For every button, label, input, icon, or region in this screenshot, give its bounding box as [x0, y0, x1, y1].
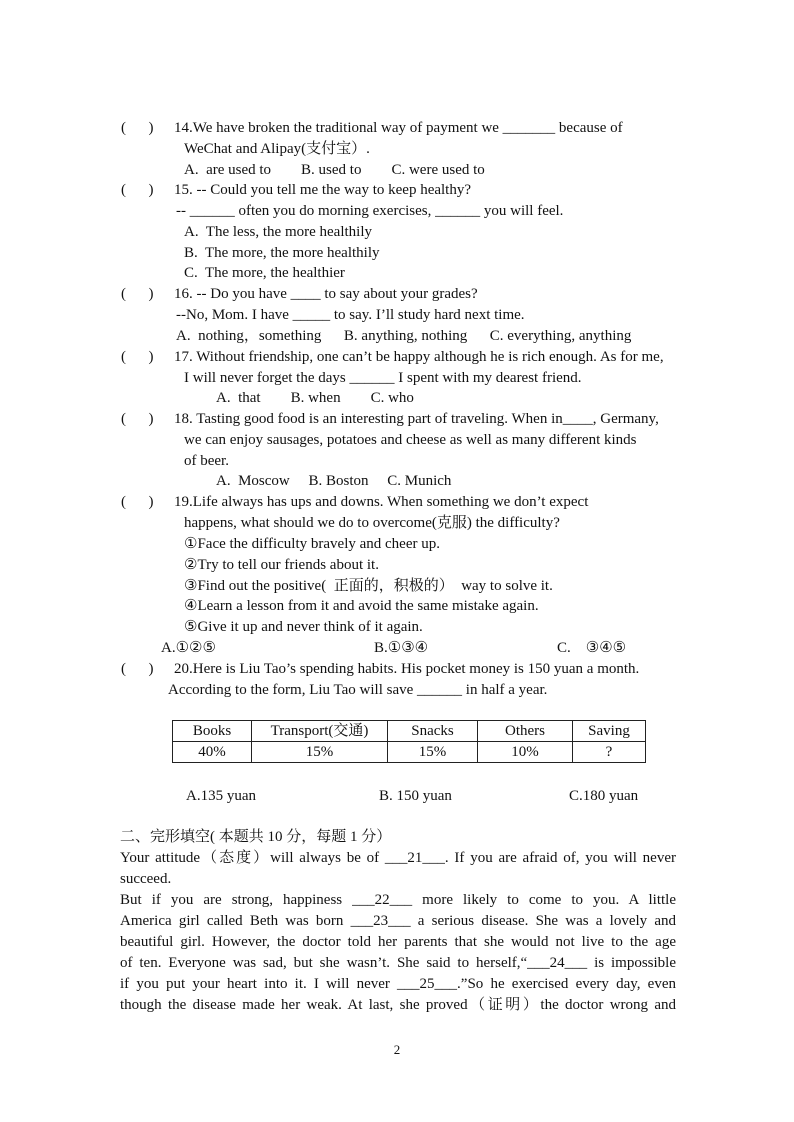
q15-stem-line1: 15. -- Could you tell me the way to keep healthy? [174, 182, 472, 198]
table-cell: 10% [478, 742, 573, 763]
q20-stem-line2: According to the form, Liu Tao will save ______ in half a year. [168, 682, 548, 698]
q19-item-2: ②Try to tell our friends about it. [184, 557, 379, 573]
q19-option-c: C. ③④⑤ [557, 640, 627, 656]
q15-option-c: C. The more, the healthier [184, 265, 345, 281]
q15-stem-line2: -- ______ often you do morning exercises, ______ you will feel. [176, 203, 564, 219]
q17-options: A. that B. when C. who [216, 390, 414, 406]
q14-options: A. are used to B. used to C. were used to [184, 162, 485, 178]
q16-bracket: ( ) [121, 286, 154, 302]
q16-options: A. nothing，something B. anything, nothing C. everything, anything [176, 328, 632, 344]
q17-bracket: ( ) [121, 349, 154, 365]
passage-line-1: Your attitude（态度）will always be of ___21___. If you are afraid of, you will never [120, 850, 676, 866]
passage-line-4: America girl called Beth was born ___23___ a serious disease. She was a lovely and [120, 913, 676, 929]
table-header-cell: Snacks [388, 721, 478, 742]
q19-stem-line2: happens, what should we do to overcome(克服) the difficulty? [184, 515, 560, 531]
passage-line-7: if you put your heart into it. I will never ___25___.”So he exercised every day, even [120, 976, 676, 992]
q16-stem-line2: --No, Mom. I have _____ to say. I’ll study hard next time. [176, 307, 525, 323]
q17-stem-line1: 17. Without friendship, one can’t be happy although he is rich enough. As for me, [174, 349, 664, 365]
q15-option-a: A. The less, the more healthily [184, 224, 373, 240]
q14-bracket: ( ) [121, 120, 154, 136]
passage-line-3: But if you are strong, happiness ___22___ more likely to come to you. A little [120, 892, 676, 908]
table-header-row [173, 721, 646, 742]
q18-options: A. Moscow B. Boston C. Munich [216, 473, 452, 489]
q15-option-b: B. The more, the more healthily [184, 245, 380, 261]
table-header-cell: Others [478, 721, 573, 742]
table-cell: ? [573, 742, 646, 763]
table-cell: 15% [252, 742, 388, 763]
spending-table [172, 720, 646, 763]
q18-stem-line1: 18. Tasting good food is an interesting part of traveling. When in____, Germany, [174, 411, 659, 427]
q19-item-1: ①Face the difficulty bravely and cheer up. [184, 536, 440, 552]
q16-stem-line1: 16. -- Do you have ____ to say about your grades? [174, 286, 478, 302]
q20-option-a: A.135 yuan [186, 788, 256, 804]
q19-stem-line1: 19.Life always has ups and downs. When something we don’t expect [174, 494, 589, 510]
passage-line-2: succeed. [120, 871, 172, 887]
q20-option-b: B. 150 yuan [379, 788, 452, 804]
table-header-cell: Saving [573, 721, 646, 742]
q19-item-3: ③Find out the positive( 正面的，积极的） way to solve it. [184, 578, 553, 594]
q14-stem-line1: 14.We have broken the traditional way of payment we _______ because of [174, 120, 623, 136]
q19-option-b: B.①③④ [374, 640, 429, 656]
q18-stem-line3: of beer. [184, 453, 229, 469]
passage-line-6: of ten. Everyone was sad, but she wasn’t. She said to herself,“___24___ is impossible [120, 955, 676, 971]
passage-line-8: though the disease made her weak. At last, she proved（证明）the doctor wrong and [120, 997, 676, 1013]
q14-stem-line2: WeChat and Alipay(支付宝）. [184, 141, 370, 157]
table-header-cell: Books [173, 721, 252, 742]
q17-stem-line2: I will never forget the days ______ I spent with my dearest friend. [184, 370, 582, 386]
q19-item-4: ④Learn a lesson from it and avoid the same mistake again. [184, 598, 539, 614]
q19-item-5: ⑤Give it up and never think of it again. [184, 619, 423, 635]
q20-option-c: C.180 yuan [569, 788, 639, 804]
q20-stem-line1: 20.Here is Liu Tao’s spending habits. His pocket money is 150 yuan a month. [174, 661, 640, 677]
q19-option-a: A.①②⑤ [161, 640, 216, 656]
table-row [173, 742, 646, 763]
table-cell: 15% [388, 742, 478, 763]
page-number: 2 [393, 1042, 401, 1057]
passage-line-5: beautiful girl. However, the doctor told her parents that she would not live to the age [120, 934, 676, 950]
table-header-cell: Transport(交通) [252, 721, 388, 742]
table-cell: 40% [173, 742, 252, 763]
q15-bracket: ( ) [121, 182, 154, 198]
q18-stem-line2: we can enjoy sausages, potatoes and cheese as well as many different kinds [184, 432, 637, 448]
section-heading: 二、完形填空( 本题共 10 分，每题 1 分） [120, 829, 392, 845]
q20-bracket: ( ) [121, 661, 154, 677]
q18-bracket: ( ) [121, 411, 154, 427]
q19-bracket: ( ) [121, 494, 154, 510]
